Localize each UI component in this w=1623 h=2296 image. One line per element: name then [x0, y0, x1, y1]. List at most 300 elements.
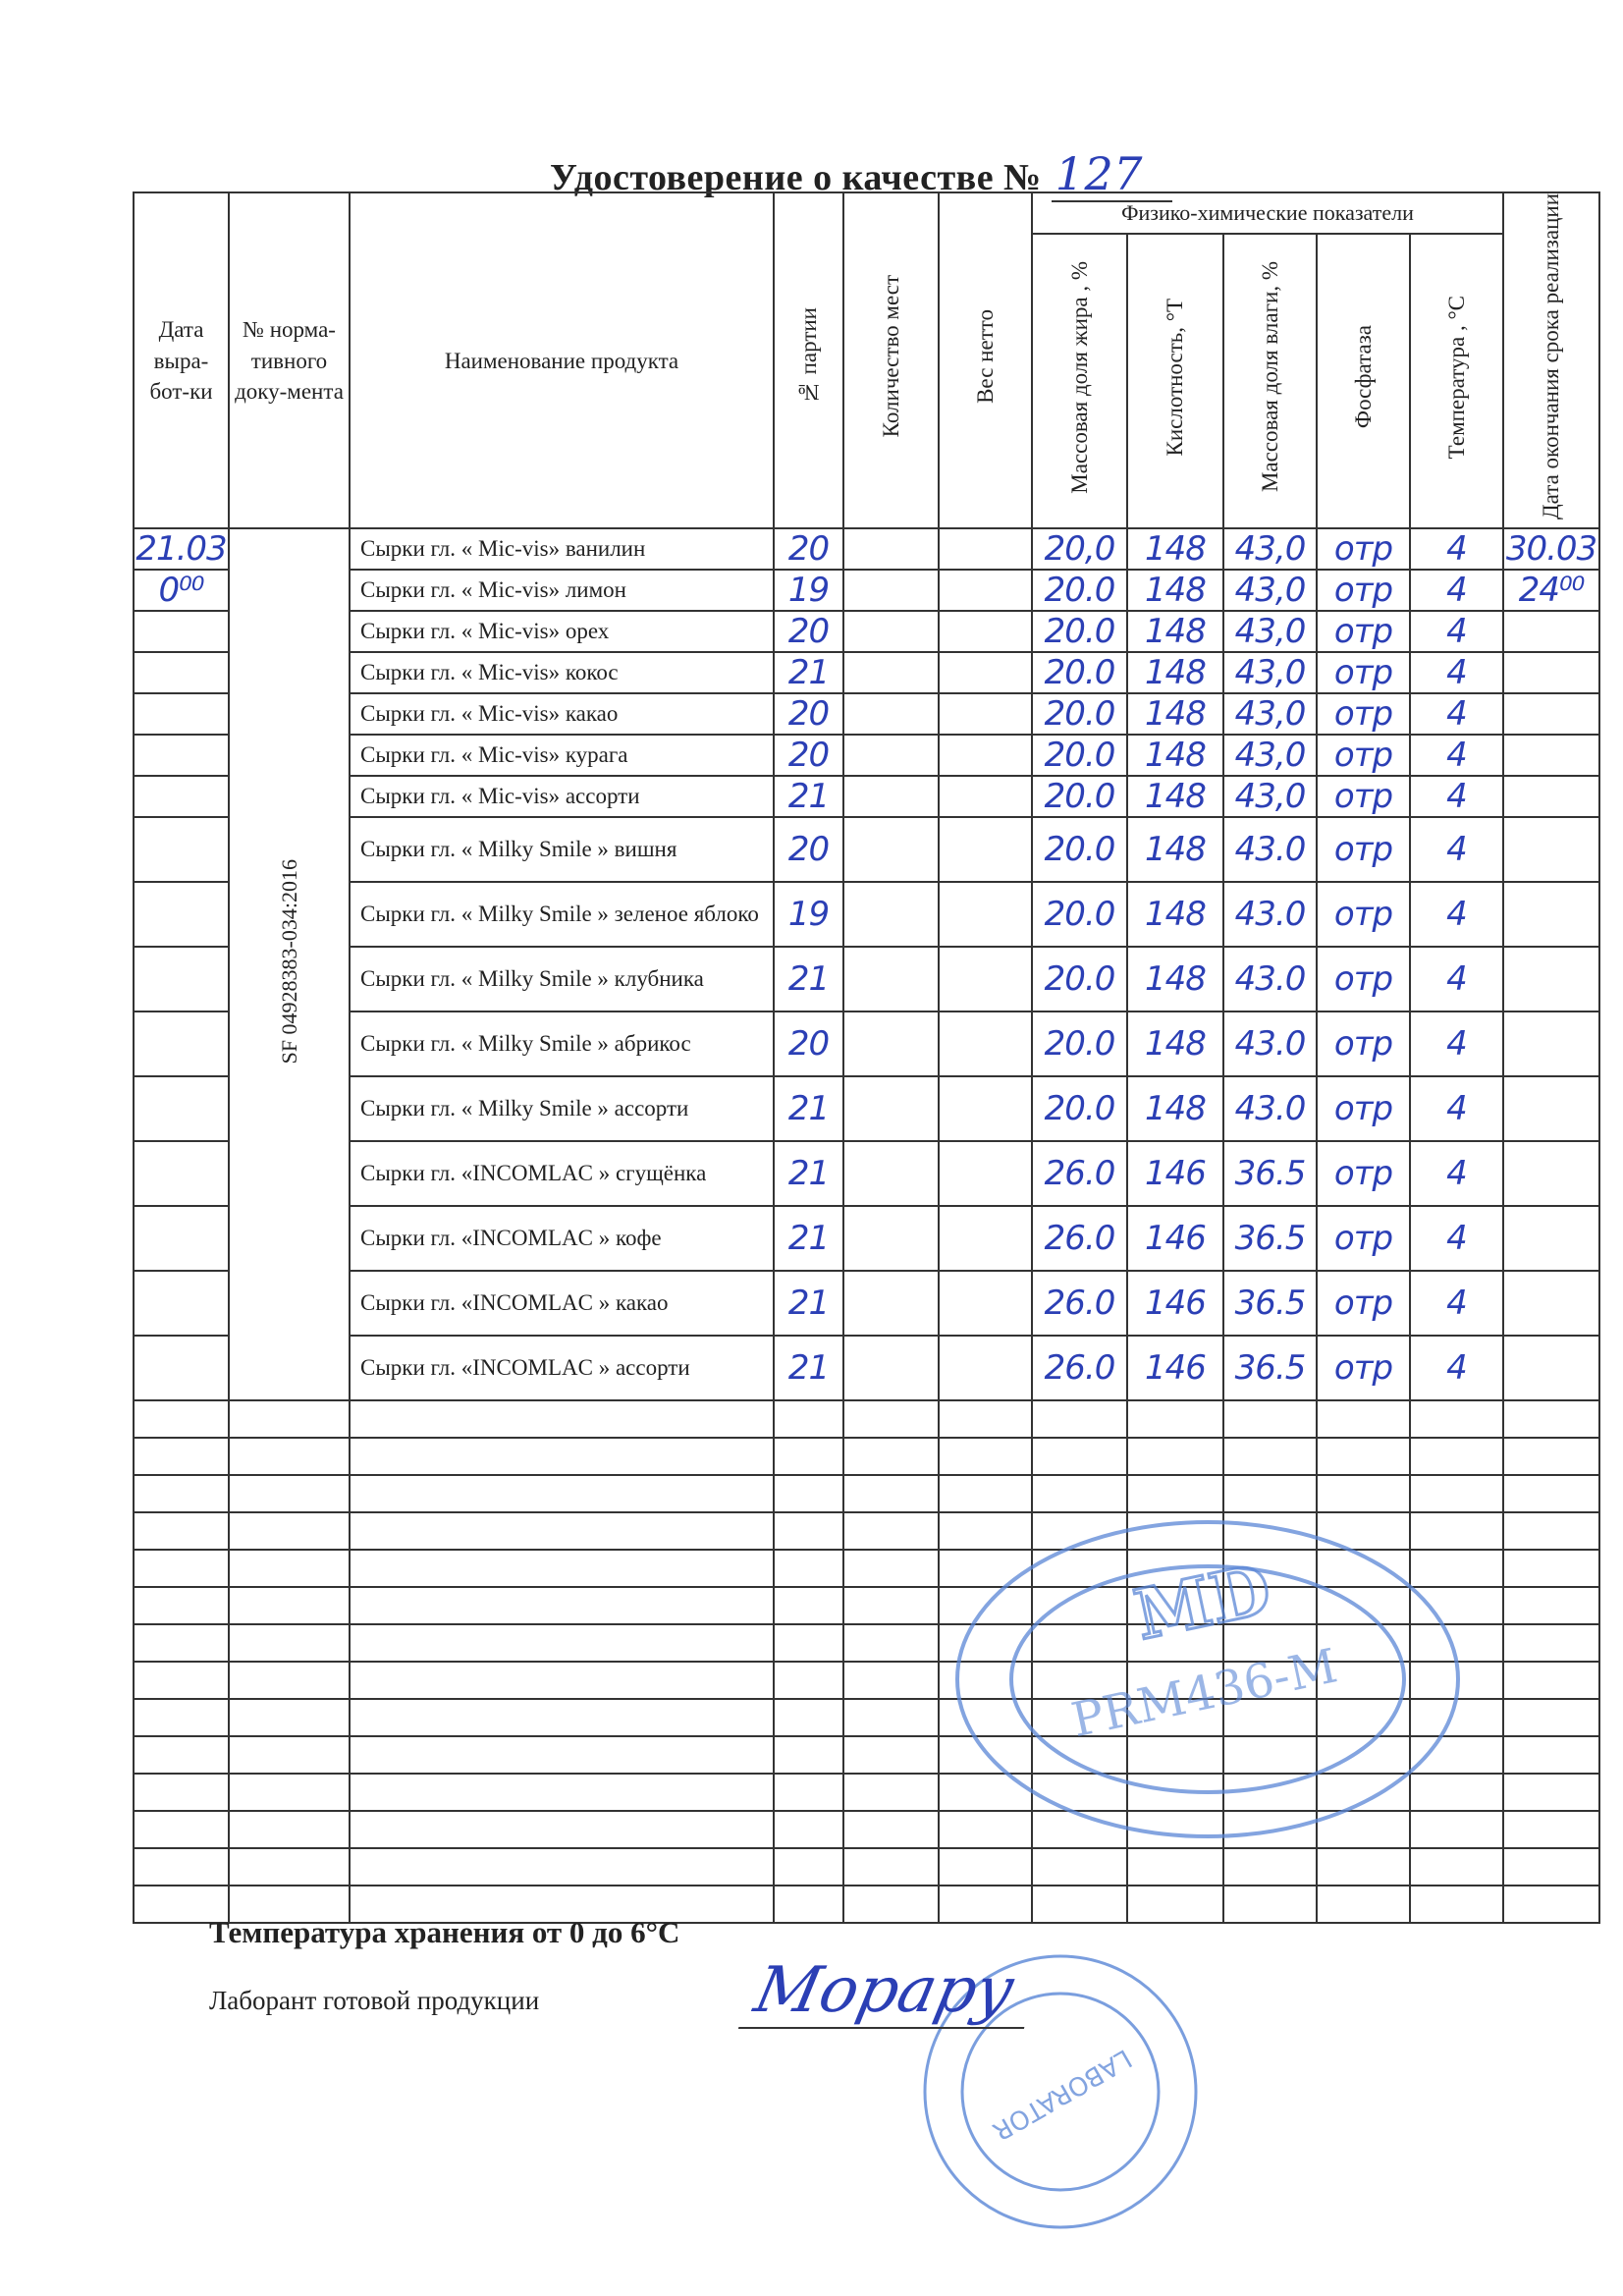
- cell-fat: 20.0: [1032, 817, 1127, 882]
- cell-expiry: [1503, 1336, 1599, 1400]
- cell-product-name: Сырки гл. « Mic-vis» ванилин: [350, 528, 774, 570]
- empty-cell: [1503, 1587, 1599, 1624]
- cell-date: [134, 1206, 229, 1271]
- empty-cell: [1317, 1438, 1410, 1475]
- empty-row: [134, 1699, 1599, 1736]
- empty-cell: [229, 1774, 350, 1811]
- empty-cell: [939, 1550, 1032, 1587]
- empty-row: [134, 1438, 1599, 1475]
- cell-batch: 20: [774, 693, 843, 735]
- cell-temp: 4: [1410, 1011, 1503, 1076]
- cell-phosphatase: отр: [1317, 776, 1410, 817]
- cell-net: [939, 611, 1032, 652]
- cell-moisture: 43.0: [1223, 1011, 1317, 1076]
- empty-cell: [1503, 1512, 1599, 1550]
- cell-acidity: 148: [1127, 947, 1223, 1011]
- table-row: [134, 735, 1599, 776]
- cell-expiry: [1503, 1141, 1599, 1206]
- empty-cell: [350, 1512, 774, 1550]
- cell-moisture: 43.0: [1223, 947, 1317, 1011]
- cell-batch: 19: [774, 882, 843, 947]
- cell-places: [843, 528, 939, 570]
- cell-places: [843, 735, 939, 776]
- table-row: [134, 1206, 1599, 1271]
- empty-cell: [350, 1587, 774, 1624]
- cell-net: [939, 1011, 1032, 1076]
- cell-batch: 21: [774, 1141, 843, 1206]
- cell-net: [939, 776, 1032, 817]
- empty-cell: [1032, 1512, 1127, 1550]
- empty-cell: [1317, 1400, 1410, 1438]
- empty-cell: [134, 1811, 229, 1848]
- cell-product-name: Сырки гл. «INCOMLAC » какао: [350, 1271, 774, 1336]
- empty-cell: [1032, 1774, 1127, 1811]
- empty-cell: [843, 1512, 939, 1550]
- header-normdoc: № норма-тивного доку-мента: [229, 192, 350, 528]
- empty-cell: [1410, 1662, 1503, 1699]
- empty-cell: [774, 1736, 843, 1774]
- header-date: Дата выра-бот-ки: [134, 192, 229, 528]
- empty-cell: [1317, 1774, 1410, 1811]
- empty-cell: [134, 1512, 229, 1550]
- cell-moisture: 43.0: [1223, 817, 1317, 882]
- empty-cell: [134, 1662, 229, 1699]
- empty-cell: [1223, 1736, 1317, 1774]
- cell-net: [939, 693, 1032, 735]
- empty-cell: [774, 1886, 843, 1923]
- table-row: [134, 1076, 1599, 1141]
- cell-phosphatase: отр: [1317, 1336, 1410, 1400]
- cell-product-name: Сырки гл. « Milky Smile » вишня: [350, 817, 774, 882]
- header-batch: № партии: [774, 192, 843, 528]
- empty-row: [134, 1550, 1599, 1587]
- empty-cell: [1127, 1699, 1223, 1736]
- empty-cell: [774, 1475, 843, 1512]
- table-row: [134, 1271, 1599, 1336]
- cell-places: [843, 570, 939, 611]
- cell-expiry: [1503, 1271, 1599, 1336]
- cell-moisture: 43.0: [1223, 1076, 1317, 1141]
- empty-row: [134, 1774, 1599, 1811]
- svg-text:MD: MD: [1127, 1548, 1278, 1656]
- empty-cell: [229, 1512, 350, 1550]
- table-row: [134, 1141, 1599, 1206]
- empty-cell: [774, 1774, 843, 1811]
- cell-moisture: 36.5: [1223, 1336, 1317, 1400]
- empty-cell: [134, 1400, 229, 1438]
- certificate-number: 127: [1052, 147, 1172, 202]
- empty-cell: [939, 1662, 1032, 1699]
- cell-acidity: 146: [1127, 1271, 1223, 1336]
- table-row: [134, 611, 1599, 652]
- cell-batch: 21: [774, 1076, 843, 1141]
- empty-cell: [1503, 1699, 1599, 1736]
- empty-cell: [774, 1400, 843, 1438]
- empty-cell: [1410, 1848, 1503, 1886]
- cell-phosphatase: отр: [1317, 528, 1410, 570]
- empty-cell: [1223, 1886, 1317, 1923]
- cell-product-name: Сырки гл. « Mic-vis» курага: [350, 735, 774, 776]
- empty-cell: [1410, 1400, 1503, 1438]
- empty-row: [134, 1400, 1599, 1438]
- cell-acidity: 148: [1127, 776, 1223, 817]
- cell-batch: 21: [774, 1271, 843, 1336]
- empty-cell: [939, 1438, 1032, 1475]
- cell-acidity: 148: [1127, 570, 1223, 611]
- empty-cell: [1223, 1438, 1317, 1475]
- cell-normdoc: [229, 528, 350, 1400]
- cell-phosphatase: отр: [1317, 735, 1410, 776]
- empty-cell: [1410, 1512, 1503, 1550]
- empty-cell: [1223, 1811, 1317, 1848]
- cell-places: [843, 1076, 939, 1141]
- empty-cell: [134, 1699, 229, 1736]
- empty-cell: [134, 1438, 229, 1475]
- cell-moisture: 43,0: [1223, 693, 1317, 735]
- cell-acidity: 148: [1127, 528, 1223, 570]
- cell-net: [939, 652, 1032, 693]
- empty-cell: [1317, 1512, 1410, 1550]
- cell-fat: 20.0: [1032, 776, 1127, 817]
- empty-cell: [229, 1811, 350, 1848]
- cell-product-name: Сырки гл. « Mic-vis» орех: [350, 611, 774, 652]
- cell-date: [134, 693, 229, 735]
- cell-expiry: [1503, 693, 1599, 735]
- empty-cell: [1127, 1624, 1223, 1662]
- empty-cell: [1127, 1811, 1223, 1848]
- empty-cell: [1503, 1886, 1599, 1923]
- cell-date: [134, 817, 229, 882]
- cell-phosphatase: отр: [1317, 1076, 1410, 1141]
- cell-expiry: [1503, 735, 1599, 776]
- cell-temp: 4: [1410, 693, 1503, 735]
- cell-net: [939, 735, 1032, 776]
- cell-net: [939, 817, 1032, 882]
- empty-cell: [229, 1736, 350, 1774]
- cell-phosphatase: отр: [1317, 570, 1410, 611]
- cell-expiry: [1503, 1011, 1599, 1076]
- cell-acidity: 148: [1127, 735, 1223, 776]
- cell-phosphatase: отр: [1317, 882, 1410, 947]
- empty-cell: [229, 1624, 350, 1662]
- empty-cell: [1410, 1438, 1503, 1475]
- empty-cell: [1503, 1400, 1599, 1438]
- cell-moisture: 36.5: [1223, 1206, 1317, 1271]
- empty-cell: [1032, 1475, 1127, 1512]
- empty-cell: [350, 1662, 774, 1699]
- empty-cell: [350, 1699, 774, 1736]
- empty-cell: [1410, 1475, 1503, 1512]
- empty-cell: [1127, 1587, 1223, 1624]
- cell-phosphatase: отр: [1317, 1011, 1410, 1076]
- cell-temp: 4: [1410, 817, 1503, 882]
- cell-date: [134, 776, 229, 817]
- empty-cell: [134, 1587, 229, 1624]
- cell-phosphatase: отр: [1317, 947, 1410, 1011]
- cell-fat: 20.0: [1032, 570, 1127, 611]
- empty-cell: [1032, 1811, 1127, 1848]
- cell-product-name: Сырки гл. « Mic-vis» лимон: [350, 570, 774, 611]
- cell-date: [134, 652, 229, 693]
- empty-cell: [774, 1662, 843, 1699]
- cell-acidity: 148: [1127, 611, 1223, 652]
- cell-date: [134, 947, 229, 1011]
- cell-expiry: [1503, 1206, 1599, 1271]
- cell-fat: 20.0: [1032, 947, 1127, 1011]
- empty-cell: [229, 1438, 350, 1475]
- cell-net: [939, 1141, 1032, 1206]
- empty-cell: [1032, 1699, 1127, 1736]
- empty-cell: [1032, 1587, 1127, 1624]
- empty-cell: [1127, 1886, 1223, 1923]
- cell-net: [939, 1336, 1032, 1400]
- empty-cell: [1127, 1736, 1223, 1774]
- cell-phosphatase: отр: [1317, 652, 1410, 693]
- empty-cell: [1503, 1848, 1599, 1886]
- empty-cell: [939, 1624, 1032, 1662]
- empty-cell: [1503, 1811, 1599, 1848]
- empty-cell: [843, 1624, 939, 1662]
- cell-phosphatase: отр: [1317, 693, 1410, 735]
- cell-date: [134, 611, 229, 652]
- empty-cell: [350, 1400, 774, 1438]
- empty-cell: [843, 1774, 939, 1811]
- empty-cell: [1032, 1400, 1127, 1438]
- empty-cell: [1410, 1886, 1503, 1923]
- cell-temp: 4: [1410, 947, 1503, 1011]
- empty-cell: [1317, 1662, 1410, 1699]
- cell-expiry: 24⁰⁰: [1503, 570, 1599, 611]
- cell-moisture: 43,0: [1223, 570, 1317, 611]
- cell-net: [939, 570, 1032, 611]
- cell-phosphatase: отр: [1317, 611, 1410, 652]
- empty-cell: [1317, 1550, 1410, 1587]
- empty-cell: [229, 1662, 350, 1699]
- cell-batch: 20: [774, 735, 843, 776]
- empty-cell: [843, 1662, 939, 1699]
- empty-cell: [843, 1886, 939, 1923]
- empty-cell: [1032, 1736, 1127, 1774]
- empty-cell: [1032, 1848, 1127, 1886]
- cell-fat: 26.0: [1032, 1141, 1127, 1206]
- cell-temp: 4: [1410, 1141, 1503, 1206]
- cell-batch: 20: [774, 817, 843, 882]
- cell-phosphatase: отр: [1317, 1271, 1410, 1336]
- header-fat: Массовая доля жира , %: [1032, 234, 1127, 528]
- cell-moisture: 43,0: [1223, 611, 1317, 652]
- cell-date: [134, 882, 229, 947]
- cell-acidity: 148: [1127, 652, 1223, 693]
- empty-cell: [1503, 1550, 1599, 1587]
- cell-acidity: 148: [1127, 882, 1223, 947]
- empty-cell: [134, 1475, 229, 1512]
- cell-temp: 4: [1410, 735, 1503, 776]
- cell-batch: 21: [774, 947, 843, 1011]
- empty-cell: [843, 1550, 939, 1587]
- cell-places: [843, 817, 939, 882]
- empty-row: [134, 1587, 1599, 1624]
- cell-net: [939, 1076, 1032, 1141]
- cell-acidity: 148: [1127, 1011, 1223, 1076]
- svg-text:PRM436-M: PRM436-M: [1066, 1638, 1342, 1749]
- empty-cell: [1317, 1587, 1410, 1624]
- empty-cell: [350, 1774, 774, 1811]
- cell-fat: 20.0: [1032, 735, 1127, 776]
- cell-temp: 4: [1410, 1336, 1503, 1400]
- cell-expiry: [1503, 1076, 1599, 1141]
- cell-product-name: Сырки гл. «INCOMLAC » сгущёнка: [350, 1141, 774, 1206]
- empty-cell: [843, 1736, 939, 1774]
- cell-acidity: 146: [1127, 1336, 1223, 1400]
- empty-cell: [939, 1736, 1032, 1774]
- empty-cell: [1503, 1438, 1599, 1475]
- cell-net: [939, 1271, 1032, 1336]
- cell-date: [134, 1336, 229, 1400]
- cell-fat: 20.0: [1032, 882, 1127, 947]
- empty-cell: [939, 1848, 1032, 1886]
- empty-cell: [843, 1587, 939, 1624]
- cell-product-name: Сырки гл. « Milky Smile » клубника: [350, 947, 774, 1011]
- cell-places: [843, 693, 939, 735]
- empty-cell: [1410, 1624, 1503, 1662]
- empty-cell: [843, 1438, 939, 1475]
- table-row: [134, 693, 1599, 735]
- cell-batch: 20: [774, 1011, 843, 1076]
- empty-cell: [229, 1400, 350, 1438]
- empty-row: [134, 1811, 1599, 1848]
- cell-product-name: Сырки гл. «INCOMLAC » кофе: [350, 1206, 774, 1271]
- cell-expiry: [1503, 652, 1599, 693]
- cell-phosphatase: отр: [1317, 817, 1410, 882]
- empty-cell: [350, 1811, 774, 1848]
- table-row: [134, 652, 1599, 693]
- cell-fat: 20.0: [1032, 652, 1127, 693]
- cell-net: [939, 1206, 1032, 1271]
- header-expiry: Дата окончания срока реализации: [1503, 192, 1599, 528]
- empty-cell: [843, 1475, 939, 1512]
- empty-cell: [350, 1624, 774, 1662]
- empty-cell: [939, 1512, 1032, 1550]
- empty-cell: [1032, 1550, 1127, 1587]
- empty-cell: [134, 1624, 229, 1662]
- empty-row: [134, 1736, 1599, 1774]
- cell-product-name: Сырки гл. « Milky Smile » абрикос: [350, 1011, 774, 1076]
- cell-acidity: 148: [1127, 1076, 1223, 1141]
- cell-product-name: Сырки гл. « Mic-vis» какао: [350, 693, 774, 735]
- empty-cell: [1410, 1811, 1503, 1848]
- empty-cell: [1317, 1886, 1410, 1923]
- header-temp: Температура , °С: [1410, 234, 1503, 528]
- cell-date: [134, 1271, 229, 1336]
- cell-phosphatase: отр: [1317, 1141, 1410, 1206]
- cell-places: [843, 652, 939, 693]
- cell-expiry: [1503, 947, 1599, 1011]
- empty-cell: [1223, 1624, 1317, 1662]
- cell-batch: 20: [774, 611, 843, 652]
- header-physchem-group: Физико-химические показатели: [1032, 192, 1503, 234]
- cell-moisture: 36.5: [1223, 1271, 1317, 1336]
- cell-product-name: Сырки гл. « Milky Smile » зеленое яблоко: [350, 882, 774, 947]
- cell-expiry: [1503, 776, 1599, 817]
- empty-cell: [1223, 1512, 1317, 1550]
- cell-places: [843, 1336, 939, 1400]
- cell-date: [134, 1076, 229, 1141]
- cell-places: [843, 1011, 939, 1076]
- cell-places: [843, 882, 939, 947]
- empty-cell: [350, 1550, 774, 1587]
- cell-product-name: Сырки гл. « Milky Smile » ассорти: [350, 1076, 774, 1141]
- cell-places: [843, 947, 939, 1011]
- empty-cell: [774, 1550, 843, 1587]
- cell-moisture: 43,0: [1223, 776, 1317, 817]
- cell-acidity: 146: [1127, 1206, 1223, 1271]
- empty-cell: [939, 1811, 1032, 1848]
- header-places: Количество мест: [843, 192, 939, 528]
- table-row: [134, 817, 1599, 882]
- table-row: [134, 570, 1599, 611]
- cell-places: [843, 1206, 939, 1271]
- empty-cell: [843, 1699, 939, 1736]
- empty-cell: [1503, 1624, 1599, 1662]
- empty-cell: [1032, 1886, 1127, 1923]
- cell-expiry: 30.03: [1503, 528, 1599, 570]
- cell-places: [843, 611, 939, 652]
- empty-cell: [1223, 1774, 1317, 1811]
- empty-cell: [1127, 1550, 1223, 1587]
- empty-cell: [1410, 1587, 1503, 1624]
- empty-cell: [774, 1587, 843, 1624]
- empty-cell: [774, 1811, 843, 1848]
- cell-temp: 4: [1410, 1206, 1503, 1271]
- cell-places: [843, 776, 939, 817]
- cell-temp: 4: [1410, 1271, 1503, 1336]
- empty-cell: [1410, 1699, 1503, 1736]
- empty-cell: [1503, 1662, 1599, 1699]
- normdoc-value: SF 04928383-034:2016: [276, 858, 301, 1065]
- cell-fat: 26.0: [1032, 1336, 1127, 1400]
- empty-cell: [1410, 1736, 1503, 1774]
- empty-cell: [1317, 1736, 1410, 1774]
- cell-fat: 20.0: [1032, 693, 1127, 735]
- empty-cell: [843, 1811, 939, 1848]
- empty-cell: [774, 1699, 843, 1736]
- cell-batch: 21: [774, 652, 843, 693]
- empty-cell: [843, 1848, 939, 1886]
- table-row: [134, 882, 1599, 947]
- cell-expiry: [1503, 817, 1599, 882]
- empty-cell: [1032, 1438, 1127, 1475]
- empty-cell: [1127, 1512, 1223, 1550]
- empty-cell: [229, 1475, 350, 1512]
- empty-cell: [774, 1512, 843, 1550]
- cell-places: [843, 1271, 939, 1336]
- cell-fat: 20.0: [1032, 1011, 1127, 1076]
- empty-cell: [1503, 1736, 1599, 1774]
- header-acidity: Кислотность, °Т: [1127, 234, 1223, 528]
- empty-cell: [939, 1587, 1032, 1624]
- cell-date: [134, 735, 229, 776]
- empty-row: [134, 1475, 1599, 1512]
- cell-temp: 4: [1410, 570, 1503, 611]
- empty-cell: [1032, 1662, 1127, 1699]
- empty-cell: [229, 1848, 350, 1886]
- empty-cell: [1127, 1400, 1223, 1438]
- empty-cell: [1127, 1774, 1223, 1811]
- empty-cell: [1317, 1624, 1410, 1662]
- header-net: Вес нетто: [939, 192, 1032, 528]
- empty-cell: [774, 1848, 843, 1886]
- cell-temp: 4: [1410, 528, 1503, 570]
